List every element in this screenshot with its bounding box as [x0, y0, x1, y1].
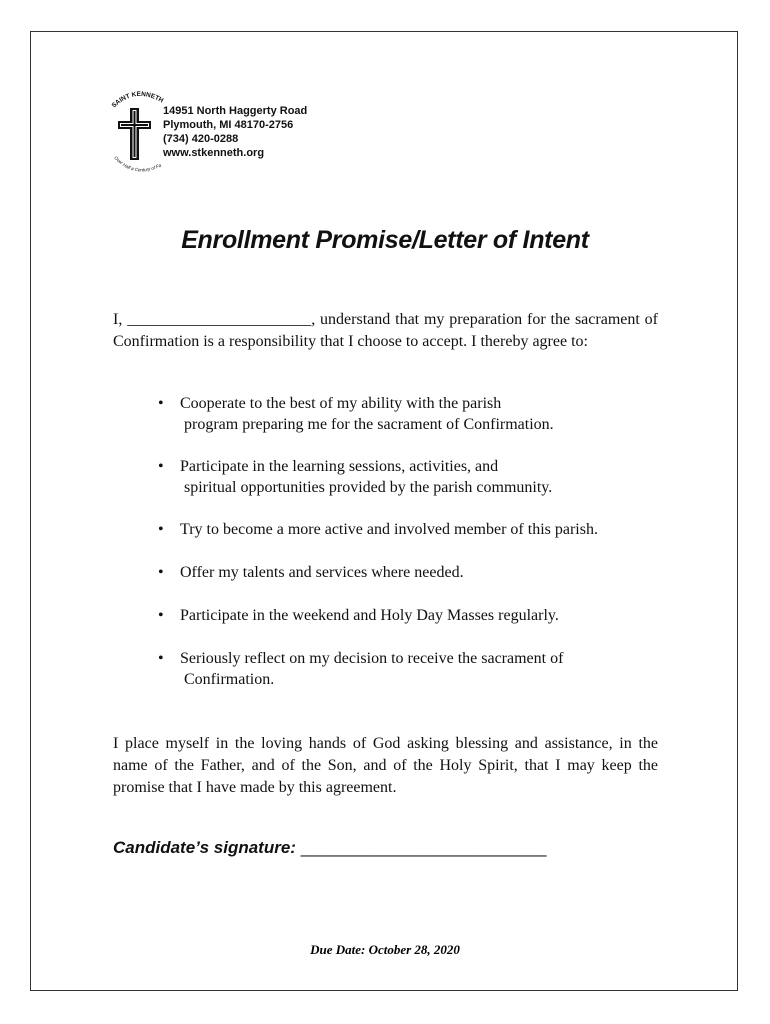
signature-label: Candidate’s signature: [113, 838, 296, 857]
list-item [156, 562, 676, 583]
list-item-line1: Participate in the learning sessions, activities, and [180, 458, 499, 475]
list-item [156, 519, 676, 540]
due-date: Due Date: October 28, 2020 [310, 942, 460, 957]
list-item-line2: spiritual opportunities provided by the parish community. [184, 479, 553, 496]
commitment-list [156, 393, 676, 690]
bullet-icon: • [158, 650, 164, 667]
closing-paragraph: I place myself in the loving hands of God asking blessing and assistance, in the name of the Father, and of the Son, and of the Holy Spirit, that I may keep the promise that I have made by this agreement. [113, 735, 658, 796]
list-item-line1: Cooperate to the best of my ability with the parish [180, 395, 502, 412]
list-item-line1: Participate in the weekend and Holy Day Masses regularly. [180, 607, 559, 624]
cross-seal-icon [108, 88, 168, 180]
list-item [156, 393, 676, 435]
address-phone: (734) 420-0288 [163, 133, 239, 145]
list-item-line1: Offer my talents and services where needed. [180, 564, 464, 581]
list-item [156, 605, 676, 626]
svg-text:SAINT KENNETH [111, 91, 165, 110]
list-item [156, 456, 676, 498]
list-item-line1: Seriously reflect on my decision to receive the sacrament of [180, 650, 564, 667]
parish-logo [108, 88, 168, 178]
signature-field[interactable] [113, 838, 547, 858]
list-item-line2: program preparing me for the sacrament of Confirmation. [184, 416, 554, 433]
address-website: www.stkenneth.org [163, 147, 265, 159]
logo-arc-top-text: SAINT KENNETH [110, 90, 165, 110]
list-item-line1: Try to become a more active and involved member of this parish. [180, 521, 598, 538]
address-street: 14951 North Haggerty Road [163, 105, 308, 117]
list-item-line2: Confirmation. [184, 671, 275, 688]
bullet-icon: • [158, 458, 164, 475]
signature-line[interactable]: __________________________ [300, 838, 547, 857]
address-city: Plymouth, MI 48170-2756 [163, 119, 294, 131]
list-item [156, 648, 676, 690]
logo-arc-bottom-text: Over Half a Century of Fa [113, 155, 162, 173]
bullet-icon: • [158, 395, 164, 412]
intro-paragraph: I, _______________________, understand that my preparation for the sacrament of Confirmation is a responsibility that I choose to accept. I thereby agree to: [113, 311, 658, 350]
bullet-icon: • [158, 521, 164, 538]
parish-address [163, 104, 307, 160]
bullet-icon: • [158, 564, 164, 581]
bullet-icon: • [158, 607, 164, 624]
document-title: Enrollment Promise/Letter of Intent [181, 226, 589, 254]
